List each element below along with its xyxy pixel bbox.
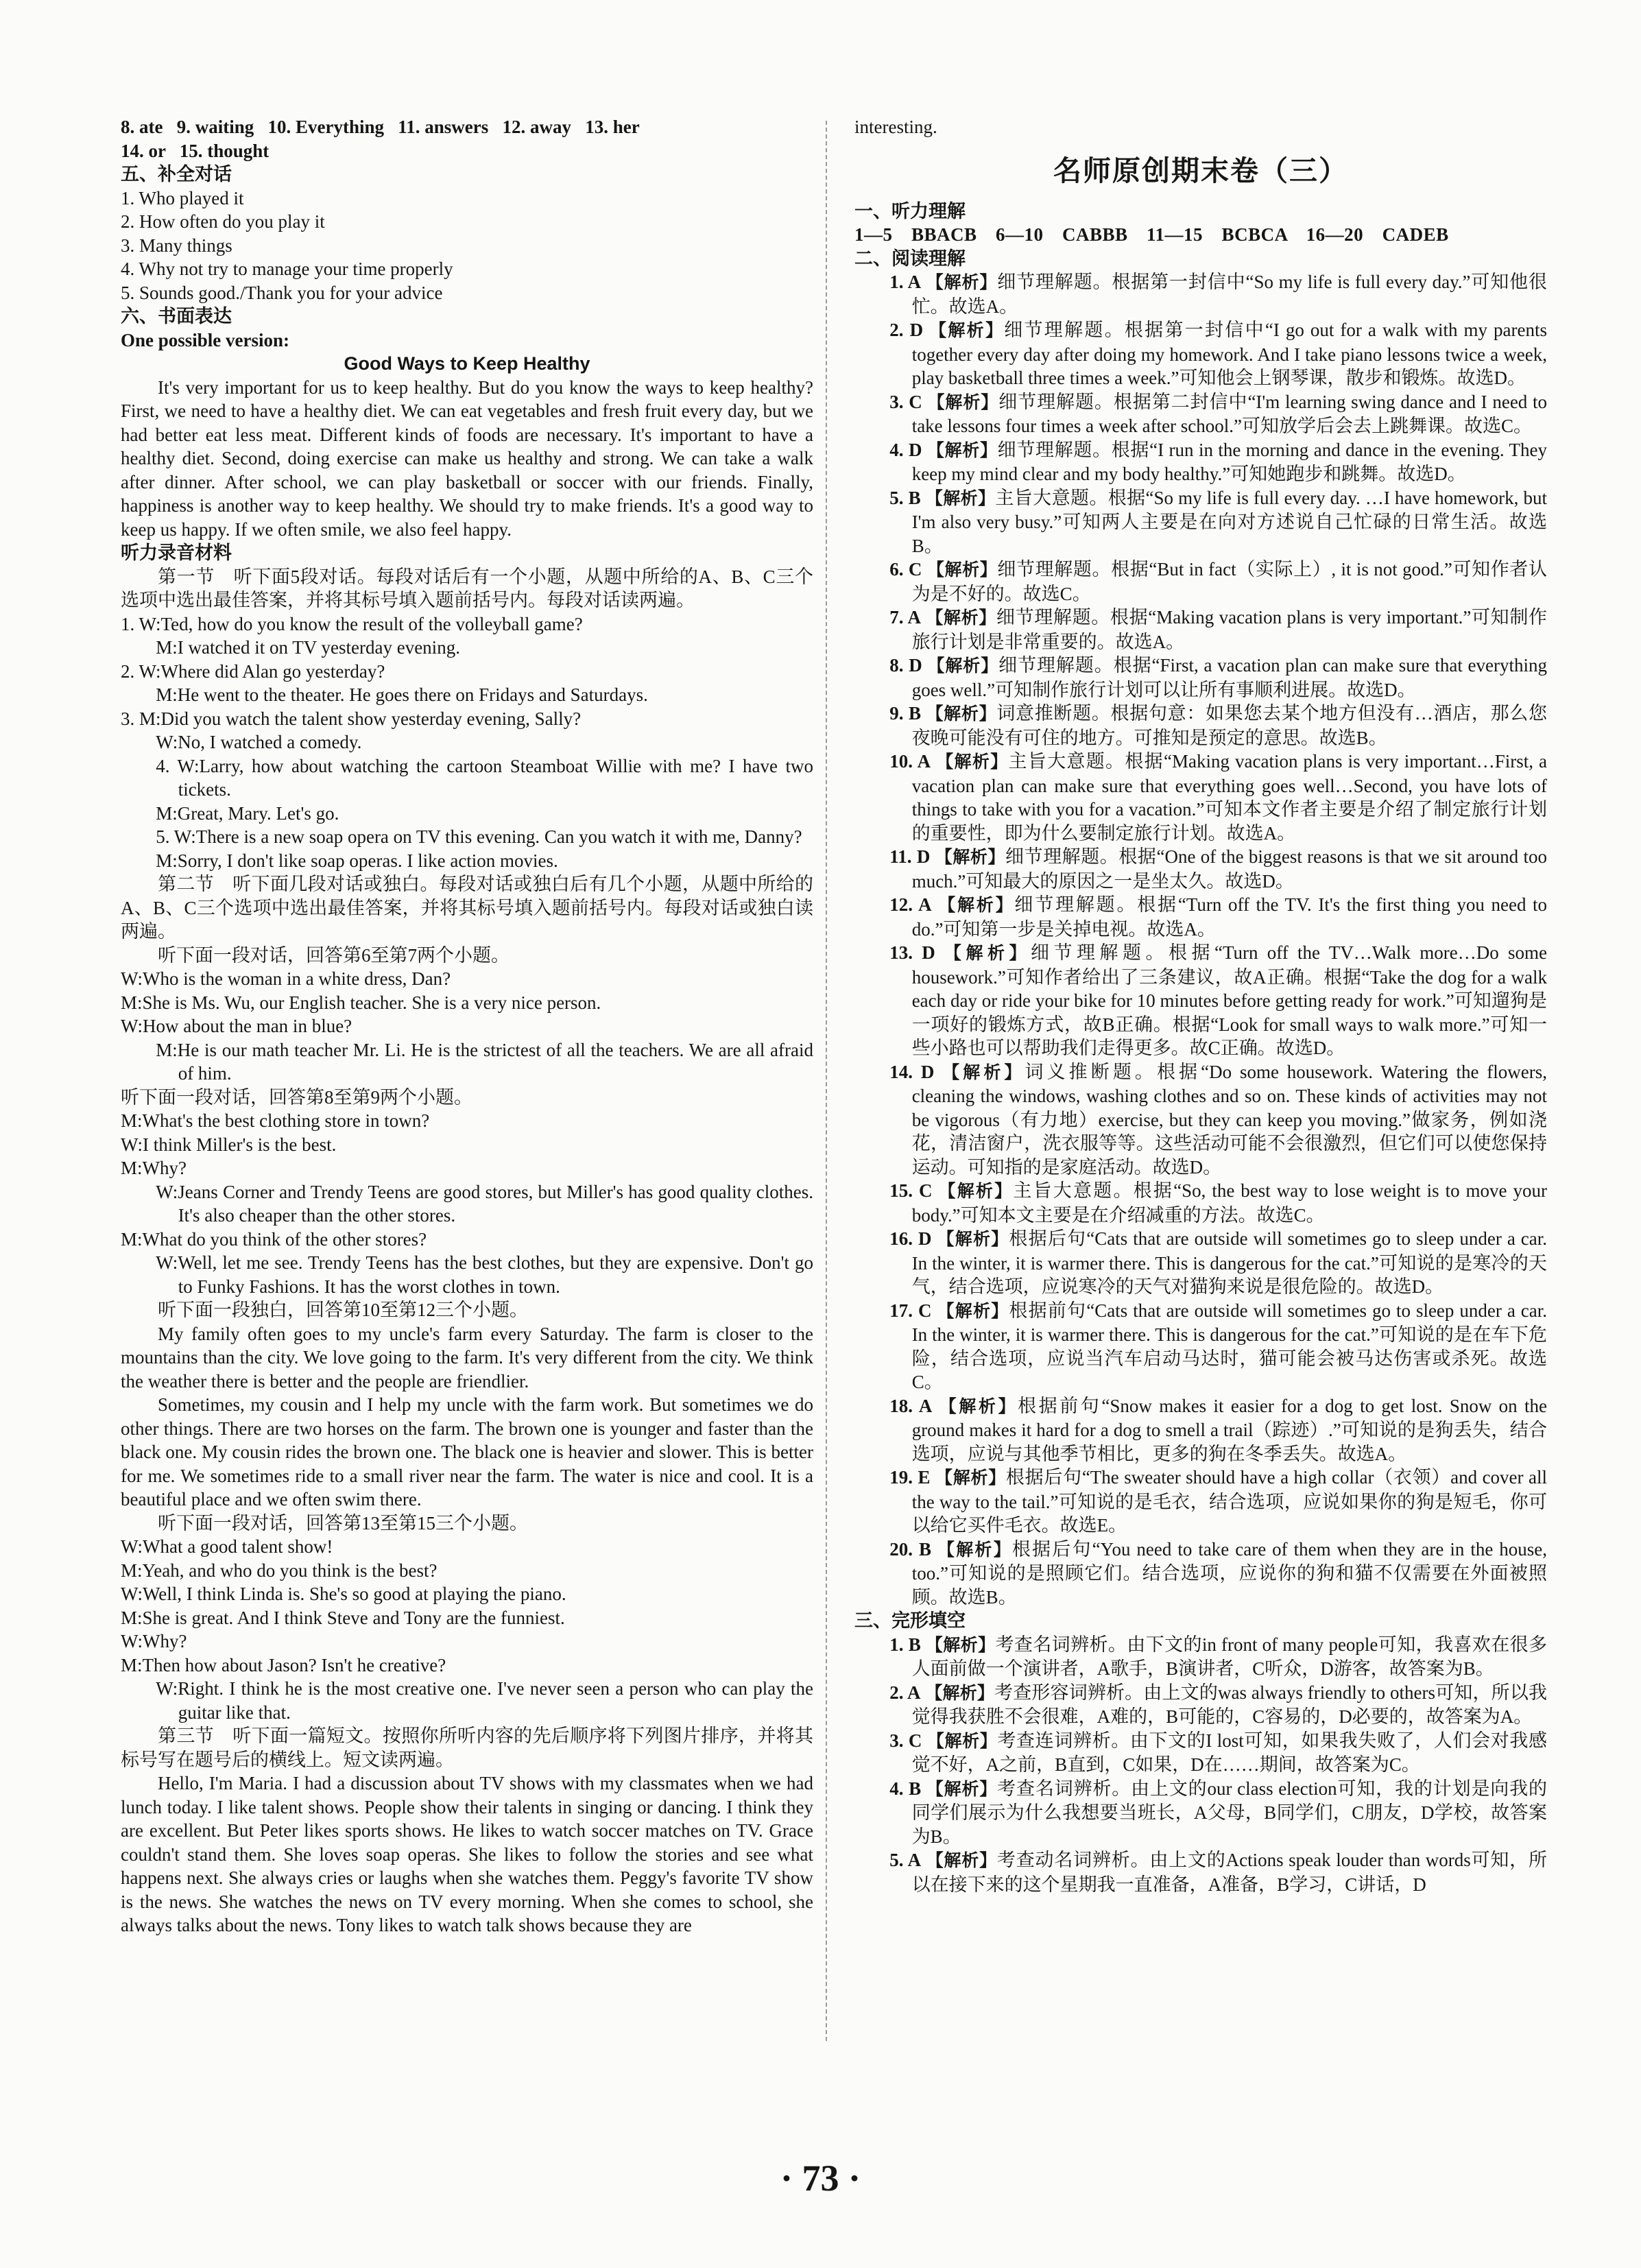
- explanation-item: [854, 1394, 1547, 1466]
- item-number: 8. D: [889, 655, 922, 676]
- explanation-item: [854, 1633, 1547, 1681]
- transcript-line: 听下面一段对话，回答第8至第9两个小题。: [121, 1086, 472, 1108]
- transcript-line: W:I think Miller's is the best.: [121, 1134, 337, 1155]
- analysis-tag: 【解析】: [937, 1229, 1009, 1249]
- answers-line-2: 14. or 15. thought: [121, 140, 269, 161]
- explanation-text: 细节理解题。根据第一封信中“I go out for a walk with my parents together every day after doing my homework. And I take piano lessons twice a week, play basketball three times a week.”可知他会上钢琴课，散步和锻炼。故选D。: [911, 320, 1547, 388]
- explanation-item: [854, 270, 1547, 318]
- item-number: 9. B: [889, 703, 922, 724]
- explanation-text: 主旨大意题。根据“So my life is full every day. …I have homework, but I'm also very busy.”可知两人主要是在向对方述说自己忙碌的日常生活。故选B。: [911, 487, 1547, 556]
- explanation-item: [854, 702, 1547, 750]
- analysis-tag: 【解析】: [925, 1634, 996, 1655]
- analysis-tag: 【解析】: [936, 752, 1009, 772]
- part2-dialogues: [121, 944, 813, 1725]
- section-2-title: 二、阅读理解: [854, 248, 966, 269]
- explanation-text: 根据后句“You need to take care of them when they are in the house, too.”可知说的是照顾它们。结合选项，应说你的狗和猫不仅需要在外面被照顾。故选B。: [911, 1538, 1548, 1608]
- transcript-line: 听下面一段对话，回答第6至第7两个小题。: [158, 944, 510, 966]
- analysis-tag: 【解析】: [944, 943, 1031, 963]
- transcript-line: M:Then how about Jason? Isn't he creative?: [121, 1654, 446, 1675]
- transcript-line: 2. W:Where did Alan go yesterday?: [121, 660, 385, 682]
- section-6-title: 六、书面表达: [121, 306, 232, 326]
- section-1-title: 一、听力理解: [854, 200, 966, 222]
- transcript-line: W:Right. I think he is the most creative one. I've never seen a person who can play the guitar like that.: [156, 1678, 813, 1723]
- item-number: 10. A: [889, 751, 931, 772]
- dialogue-answer-item: 2. How often do you play it: [121, 211, 325, 232]
- explanation-text: 考查动名词辨析。由上文的Actions speak louder than words可知，所以在接下来的这个星期我一直准备，A准备，B学习，C讲话，D: [911, 1850, 1547, 1895]
- transcript-line: W:How about the man in blue?: [121, 1016, 352, 1036]
- explanation-text: 根据后句“Cats that are outside will sometimes go to sleep under a car. In the winter, it is warmer there. This is dangerous for the cat.”可知说的是寒冷的天气，结合选项，应说寒冷的天气对猫狗来说是很危险的。故选D。: [911, 1228, 1548, 1297]
- analysis-tag: 【解析】: [925, 1682, 995, 1703]
- explanation-item: [854, 654, 1547, 702]
- transcript-line: M:Great, Mary. Let's go.: [156, 802, 339, 824]
- reading-answers: [854, 270, 1547, 1609]
- transcript-line: W:Why?: [121, 1631, 187, 1651]
- item-number: 12. A: [889, 894, 932, 915]
- transcript-line: M:What do you think of the other stores?: [121, 1228, 427, 1250]
- listening-title: 听力录音材料: [121, 542, 232, 563]
- explanation-item: [854, 1681, 1547, 1729]
- transcript-line: 听下面一段对话，回答第13至第15三个小题。: [158, 1512, 528, 1533]
- part2-intro: 第二节 听下面几段对话或独白。每段对话或独白后有几个小题，从题中所给的A、B、C三个选项中选出最佳答案，并将其标号填入题前括号内。每段对话或独白读两遍。: [121, 874, 813, 942]
- explanation-text: 细节理解题。根据“One of the biggest reasons is that we sit around too much.”可知最大的原因之一是坐太久。故选D。: [911, 846, 1547, 892]
- section-3-title: 三、完形填空: [854, 1610, 966, 1631]
- explanation-item: [854, 1466, 1547, 1538]
- explanation-item: [854, 750, 1547, 845]
- analysis-tag: 【解析】: [926, 608, 996, 628]
- analysis-tag: 【解析】: [925, 488, 996, 508]
- explanation-text: 词义推断题。根据“Do some housework. Watering the flowers, cleaning the windows, washing clothes and so on. These kinds of activities may not be vigorous（有力地）exercise, but they can keep you moving.”做家务，例如浇花，清洁窗户，洗衣服等等。这些活动可能不会很激烈，但它们可以使您保持运动。可知指的是家庭活动。故选D。: [911, 1061, 1547, 1178]
- analysis-tag: 【解析】: [938, 895, 1015, 915]
- explanation-item: [854, 893, 1547, 941]
- exam-title: 名师原创期末卷（三）: [1053, 154, 1348, 187]
- transcript-line: 1. W:Ted, how do you know the result of the volleyball game?: [121, 613, 583, 634]
- dialogue-answer-item: 4. Why not try to manage your time properly: [121, 259, 453, 279]
- item-number: 1. B: [889, 1634, 921, 1655]
- transcript-line: 5. W:There is a new soap opera on TV this evening. Can you watch it with me, Danny?: [156, 826, 802, 847]
- item-number: 6. C: [889, 559, 922, 580]
- cloze-answers: [854, 1633, 1547, 1897]
- transcript-line: My family often goes to my uncle's farm every Saturday. The farm is closer to the mountains than the city. We love going to the farm. It's very different from the city. We think the weather there is better and the people are friendlier.: [121, 1323, 813, 1392]
- analysis-tag: 【解析】: [926, 440, 998, 460]
- item-number: 17. C: [889, 1300, 932, 1321]
- explanation-item: [854, 1729, 1547, 1777]
- continuation-text: interesting.: [854, 117, 937, 137]
- explanation-item: [854, 390, 1547, 438]
- essay-title: Good Ways to Keep Healthy: [344, 353, 590, 374]
- explanation-item: [854, 606, 1547, 654]
- transcript-line: 3. M:Did you watch the talent show yesterday evening, Sally?: [121, 708, 582, 729]
- explanation-text: 细节理解题。根据“Turn off the TV…Walk more…Do some housework.”可知作者给出了三条建议，故A正确。根据“Take the dog for a walk each day or ride your bike for 10 minutes before getting ready for work.”可知遛狗是一项好的锻炼方式，故B正确。根据“Look for small ways to walk more.”可知一些小路也可以帮助我们走得更多。故C正确。故选D。: [911, 942, 1547, 1058]
- explanation-text: 细节理解题。根据“Making vacation plans is very important.”可知制作旅行计划是非常重要的。故选A。: [911, 607, 1547, 652]
- transcript-line: M:Sorry, I don't like soap operas. I like action movies.: [156, 850, 558, 871]
- explanation-item: [854, 1848, 1547, 1896]
- dialogue-answer-item: 5. Sounds good./Thank you for your advice: [121, 282, 443, 303]
- transcript-line: M:She is Ms. Wu, our English teacher. She is a very nice person.: [121, 992, 601, 1013]
- analysis-tag: 【解析】: [927, 656, 999, 676]
- part3-intro: 第三节 听下面一篇短文。按照你所听内容的先后顺序将下列图片排序，并将其标号写在题号后的横线上。短文读两遍。: [121, 1726, 813, 1770]
- item-number: 1. A: [889, 272, 922, 292]
- listening-answers: 1—5 BBACB 6—10 CABBB 11—15 BCBCA 16—20 CADEB: [854, 224, 1449, 245]
- item-number: 20. B: [889, 1538, 932, 1560]
- analysis-tag: 【解析】: [929, 320, 1005, 340]
- analysis-tag: 【解析】: [935, 1468, 1006, 1488]
- item-number: 7. A: [889, 607, 921, 628]
- transcript-line: M:He is our math teacher Mr. Li. He is the strictest of all the teachers. We are all afraid of him.: [156, 1039, 813, 1084]
- explanation-item: [854, 558, 1547, 606]
- explanation-item: [854, 1227, 1547, 1299]
- item-number: 16. D: [889, 1228, 932, 1249]
- explanation-text: 细节理解题。根据“But in fact（实际上）, it is not good.”可知作者认为是不好的。故选C。: [911, 559, 1548, 604]
- item-number: 2. A: [889, 1682, 921, 1703]
- analysis-tag: 【解析】: [926, 1778, 998, 1799]
- explanation-item: [854, 486, 1547, 558]
- item-number: 4. B: [889, 1778, 922, 1799]
- analysis-tag: 【解析】: [939, 1396, 1018, 1416]
- item-number: 5. B: [889, 487, 921, 508]
- part1-intro: 第一节 听下面5段对话。每段对话后有一个小题，从题中所给的A、B、C三个选项中选出最佳答案，并将其标号填入题前括号内。每段对话读两遍。: [121, 566, 813, 610]
- analysis-tag: 【解析】: [935, 847, 1005, 867]
- transcript-line: W:No, I watched a comedy.: [156, 732, 362, 752]
- transcript-line: Sometimes, my cousin and I help my uncle with the farm work. But sometimes we do other things. There are two horses on the farm. The brown one is younger and faster than the black one. My cousin rides the brown one. The black one is heavier and slower. This is better for me. We sometimes ride to a small river near the farm. The water is nice and cool. It is a beautiful place and we often swim there.: [121, 1394, 813, 1509]
- section-5-list: [121, 187, 813, 305]
- transcript-line: M:She is great. And I think Steve and Tony are the funniest.: [121, 1607, 565, 1628]
- item-number: 13. D: [889, 942, 935, 963]
- explanation-text: 主旨大意题。根据“Making vacation plans is very important…First, a vacation plan can make sure that everything goes well…Second, you have lots of things to take with you for a vacation.”可知本文作者主要是介绍了制定旅行计划的重要性，即为什么要制定旅行计划。故选A。: [911, 751, 1548, 844]
- item-number: 3. C: [889, 1730, 922, 1751]
- right-column: [854, 115, 1547, 1896]
- explanation-text: 根据后句“The sweater should have a high collar（衣领）and cover all the way to the tail.”可知说的是毛衣，结合选项，应说如果你的狗是短毛，你可以给它买件毛衣。故选E。: [911, 1467, 1547, 1536]
- transcript-line: 听下面一段独白，回答第10至第12三个小题。: [158, 1300, 528, 1320]
- analysis-tag: 【解析】: [942, 1062, 1025, 1082]
- transcript-line: M:Yeah, and who do you think is the best?: [121, 1560, 438, 1581]
- transcript-line: W:Well, let me see. Trendy Teens has the best clothes, but they are expensive. Don't go to Funky Fashions. It has the worst clothes in town.: [156, 1252, 813, 1297]
- transcript-line: W:Jeans Corner and Trendy Teens are good stores, but Miller's has good quality clothes. It's also cheaper than the other stores.: [156, 1181, 813, 1226]
- item-number: 14. D: [889, 1061, 935, 1082]
- part1-dialogues: [121, 612, 813, 873]
- part3-text: Hello, I'm Maria. I had a discussion about TV shows with my classmates when we had lunch today. I like talent shows. People show their talents in singing or dancing. I think they are excellent. But Peter likes sports shows. He likes to watch soccer matches on TV. Grace couldn't stand them. She loves soap operas. She likes to follow the stories and see what happens next. She always cries or laughs when she watches them. Peggy's favorite TV show is the news. She watches the news on TV every morning. When she comes to school, she always talks about the news. Tony likes to watch talk shows because they are: [121, 1773, 813, 1935]
- explanation-text: 考查形容词辨析。由上文的was always friendly to others可知，所以我觉得我获胜不会很难，A难的，B可能的，C容易的，D必要的，故答案为A。: [911, 1682, 1548, 1727]
- transcript-line: W:Well, I think Linda is. She's so good at playing the piano.: [121, 1584, 566, 1604]
- item-number: 5. A: [889, 1850, 922, 1870]
- section-5-title: 五、补全对话: [121, 164, 232, 184]
- page-number: · 73 ·: [780, 2158, 861, 2199]
- explanation-text: 考查连词辨析。由下文的I lost可知，如果我失败了，人们会对我感觉不好，A之前，B直到，C如果，D在……期间，故答案为C。: [911, 1730, 1547, 1775]
- explanation-text: 主旨大意题。根据“So, the best way to lose weight is to move your body.”可知本文主要是在介绍减重的方法。故选C。: [911, 1180, 1547, 1226]
- explanation-text: 细节理解题。根据“I run in the morning and dance in the evening. They keep my mind clear and my body healthy.”可知她跑步和跳舞。故选D。: [911, 439, 1548, 484]
- analysis-tag: 【解析】: [926, 272, 998, 292]
- item-number: 11. D: [889, 846, 931, 867]
- transcript-line: M:I watched it on TV yesterday evening.: [156, 637, 460, 658]
- explanation-item: [854, 1299, 1547, 1394]
- explanation-item: [854, 941, 1547, 1060]
- explanation-item: [854, 438, 1547, 486]
- analysis-tag: 【解析】: [927, 392, 999, 412]
- explanation-item: [854, 845, 1547, 893]
- explanation-text: 根据前句“Snow makes it easier for a dog to get lost. Snow on the ground makes it hard for a dog to smell a trail（踪迹）.”可知说的是狗丢失，结合选项，应说与其他季节相比，更多的狗在冬季丢失。故选A。: [911, 1395, 1547, 1464]
- transcript-line: M:Why?: [121, 1158, 187, 1178]
- transcript-line: W:What a good talent show!: [121, 1536, 333, 1557]
- analysis-tag: 【解析】: [926, 1730, 998, 1751]
- item-number: 4. D: [889, 439, 922, 460]
- item-number: 3. C: [889, 391, 922, 412]
- item-number: 18. A: [889, 1395, 933, 1416]
- analysis-tag: 【解析】: [926, 704, 997, 724]
- answers-line-1: 8. ate 9. waiting 10. Everything 11. answers 12. away 13. her: [121, 117, 640, 137]
- essay-body: It's very important for us to keep healthy. But do you know the ways to keep healthy? First, we need to have a healthy diet. We can eat vegetables and fresh fruit every day, but we had better eat less meat. Different kinds of foods are necessary. It's important to have a healthy diet. Second, doing exercise can make us healthy and strong. We can take a walk after dinner. After school, we can play basketball or soccer with our friends. Finally, happiness is another way to keep healthy. We should try to make friends. It's a good way to keep us happy. If we often smile, we also feel happy.: [121, 377, 813, 540]
- dialogue-answer-item: 1. Who played it: [121, 187, 244, 208]
- analysis-tag: 【解析】: [938, 1181, 1014, 1201]
- transcript-line: 4. W:Larry, how about watching the cartoon Steamboat Willie with me? I have two tickets.: [156, 755, 813, 800]
- explanation-item: [854, 1538, 1547, 1610]
- explanation-text: 细节理解题。根据“First, a vacation plan can make sure that everything goes well.”可知制作旅行计划可以让所有事顺利进展。故选D。: [911, 655, 1548, 700]
- column-divider: [826, 121, 827, 2041]
- explanation-item: [854, 1060, 1547, 1180]
- explanation-text: 细节理解题。根据第一封信中“So my life is full every day.”可知他很忙。故选A。: [911, 272, 1547, 317]
- analysis-tag: 【解析】: [926, 1850, 997, 1870]
- explanation-item: [854, 1179, 1547, 1227]
- explanation-text: 根据前句“Cats that are outside will sometimes go to sleep under a car. In the winter, it is warmer there. This is dangerous for the cat.”可知说的是在车下危险，结合选项，应说当汽车启动马达时，猫可能会被马达伤害或杀死。故选C。: [911, 1300, 1548, 1392]
- analysis-tag: 【解析】: [937, 1539, 1012, 1560]
- explanation-item: [854, 318, 1547, 390]
- transcript-line: W:Who is the woman in a white dress, Dan?: [121, 968, 451, 989]
- explanation-text: 细节理解题。根据第二封信中“I'm learning swing dance and I need to take lessons four times a week after school.”可知放学后会去上跳舞课。故选C。: [911, 391, 1547, 436]
- explanation-text: 词意推断题。根据句意：如果您去某个地方但没有…酒店，那么您夜晚可能没有可住的地方。可推知是预定的意思。故选B。: [911, 703, 1548, 748]
- explanation-item: [854, 1777, 1547, 1849]
- dialogue-answer-item: 3. Many things: [121, 235, 232, 256]
- explanation-text: 细节理解题。根据“Turn off the TV. It's the first thing you need to do.”可知第一步是关掉电视。故选A。: [911, 894, 1548, 940]
- item-number: 15. C: [889, 1180, 933, 1201]
- explanation-text: 考查名词辨析。由上文的our class election可知，我的计划是向我的同学们展示为什么我想要当班长，A父母，B同学们，C朋友，D学校，故答案为B。: [911, 1778, 1547, 1847]
- analysis-tag: 【解析】: [937, 1300, 1009, 1321]
- explanation-text: 考查名词辨析。由下文的in front of many people可知，我喜欢在很多人面前做一个演讲者，A歌手，B演讲者，C听众，D游客，故答案为B。: [911, 1634, 1548, 1679]
- item-number: 2. D: [889, 320, 924, 340]
- left-column: [121, 115, 813, 1937]
- transcript-line: M:What's the best clothing store in town?: [121, 1110, 430, 1131]
- item-number: 19. E: [889, 1467, 931, 1488]
- version-label: One possible version:: [121, 329, 290, 350]
- transcript-line: M:He went to the theater. He goes there on Fridays and Saturdays.: [156, 684, 648, 705]
- analysis-tag: 【解析】: [926, 560, 998, 580]
